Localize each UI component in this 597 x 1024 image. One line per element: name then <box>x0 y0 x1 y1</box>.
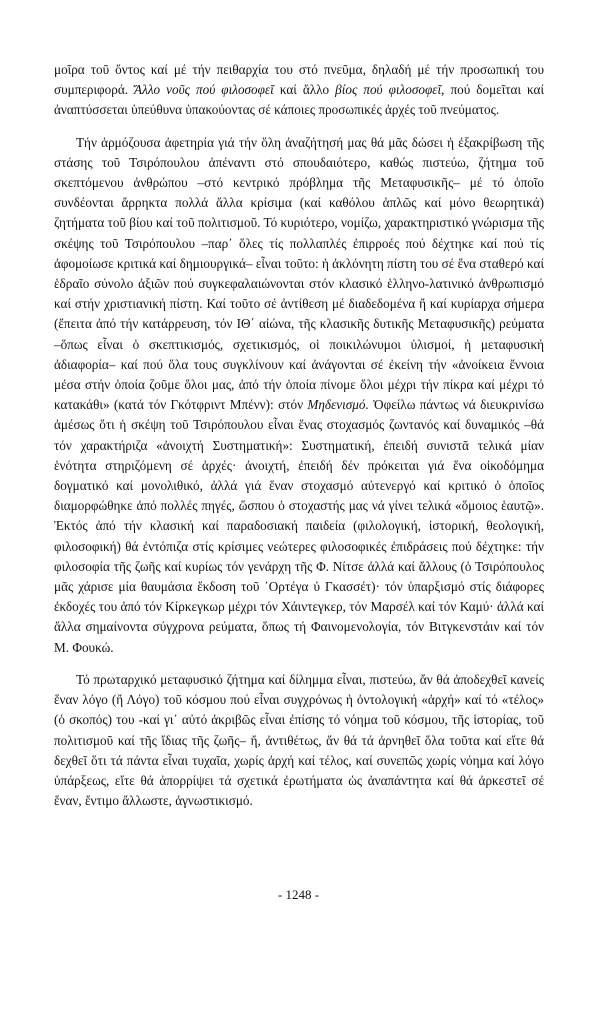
paragraph-2 <box>54 133 544 658</box>
text-run: καί ἄλλο <box>273 82 336 98</box>
emphasized-text: Μηδενισμό. <box>307 397 369 413</box>
body-text <box>54 60 544 823</box>
text-run: μοῖρα τοῦ ὄντος καί μέ τήν πειθαρχία του στό πνεῦμα, δηλαδή μέ τήν προσωπική του συμπεριφορά. <box>54 62 544 98</box>
text-run: Ὀφείλω πάντως νά διευκρινίσω ἀμέσως ὅτι ἡ σκέψη τοῦ Τσιρόπουλου εἶναι ἕνας στοχασμός ζωντανός καί δυναμικός –θά τόν χαρακτήριζα «ἀνοιχτή Συστηματική»: Συστηματική, ἐπειδή συνιστᾶ τελικά μίαν ἑνότητα στηριζόμενη σέ ἀρχές· ἀνοιχτή, ἐπειδή δέν πρόκειται γιά ἕνα οἰκοδόμημα δογματικό καί μονολιθικό, ἀλλά γιά ἕναν στοχασμό αὐτενεργό καί κριτικό ὁ ὁποῖος διαμορφώθηκε ἀπό πολλές πηγές, ὥσπου ὁ στοχαστής μας νά γίνει τελικά «ὅμοιος ἑαυτῷ». Ἐκτός ἀπό τήν κλασική καί παραδοσιακή παιδεία (φιλολογική, ἱστορική, θεολογική, φιλοσοφική) θά ἐντόπιζα στίς κρίσιμες νεώτερες φιλοσοφικές ἐπιδράσεις πού δέχτηκε: τήν φιλοσοφία τῆς ζωῆς καί κυρίως τόν γενάρχη τῆς Φ. Νίτσε ἀλλά καί ἄλλους (ὁ Τσιρόπουλος μᾶς χάρισε μία θαυμάσια ἔκδοση τοῦ ᾽Ορτέγα ὐ Γκασσέτ)· τόν ὑπαρξισμό στίς διάφορες ἐκδοχές του ἀπό τόν Κίρκεγκωρ μέχρι τόν Χάιντεγκερ, τόν Μαρσέλ καί τόν Καμύ· ἀλλά καί ἄλλα σημαίνοντα σύγχρονα ρεύματα, ὅπως τή Φαινομενολογία, τόν Βιτγκενστάιν καί τόν Μ. Φουκώ. <box>54 397 544 655</box>
text-run: Τήν ἁρμόζουσα ἀφετηρία γιά τήν ὅλη ἀναζήτησή μας θά μᾶς δώσει ἡ ἐξακρίβωση τῆς στάσης τοῦ Τσιρόπουλου ἀπέναντι στό σπουδαιότερο, καθώς πιστεύω, ζήτημα τοῦ σκεπτόμενου ἀνθρώπου –στό κεντρικό πρόβλημα τῆς Μεταφυσικῆς– μέ τό ὁποῖο συνδέονται ἄρρηκτα πολλά ἄλλα κρίσιμα (καί καθόλου ἁπλῶς καί μόνο θεωρητικά) ζητήματα τοῦ βίου καί τοῦ πολιτισμοῦ. Τό κυριότερο, νομίζω, χαρακτηριστικό γνώρισμα τῆς σκέψης τοῦ Τσιρόπουλου –παρ᾽ ὅλες τίς πολλαπλές ἐπιρροές πού δέχτηκε καί πού τίς ἀφομοίωσε κριτικά καί δημιουργικά– εἶναι τοῦτο: ἡ ἀκλόνητη πίστη του σέ ἕνα σταθερό καί ἑδραῖο σύνολο ἀξιῶν πού συγκεφαλαιώνονται στόν κλασικό ἑλληνο-λατινικό ἀνθρωπισμό καί στήν χριστιανική πίστη. Καί τοῦτο σέ ἀντίθεση μέ διαδεδομένα ἤ καί κυρίαρχα σήμερα (ἔπειτα ἀπό τήν κατάρρευση, τόν ΙΘ΄ αἰώνα, τῆς κλασικῆς δυτικῆς Μεταφυσικῆς) ρεύματα –ὅπως εἶναι ὁ σκεπτικισμός, σχετικισμός, οἱ ποικιλώνυμοι ὑλισμοί, ἡ μεταφυσική ἀδιαφορία– καί πού ὅλα τους συγκλίνουν καί ἀνάγονται σέ ἐκείνη τήν «ἀνοίκεια ἔννοια μέσα στήν ὁποία ζοῦμε ὅλοι μας, ἀπό τήν ὁποία πίνομε ὅλοι μέχρι τήν πίκρα καί μέχρι τό κατακάθι» (κατά τόν Γκότφριντ Μπένν): στόν <box>54 134 544 413</box>
paragraph-1 <box>54 60 544 121</box>
emphasized-text: βίος πού φιλοσοφεῖ <box>335 82 442 98</box>
text-run: , πού δομεῖται καί ἀναπτύσσεται ὑπεύθυνα ὑπακούοντας σέ κάποιες προσωπικές ἀρχές τοῦ πνεύματος. <box>54 82 544 118</box>
emphasized-text: Ἄλλο νοῦς πού φιλοσοφεῖ <box>134 82 274 98</box>
page-number: - 1248 - <box>277 887 320 902</box>
paragraph-3 <box>54 670 544 811</box>
text-run: Τό πρωταρχικό μεταφυσικό ζήτημα καί δίλημμα εἶναι, πιστεύω, ἄν θά ἀποδεχθεῖ κανείς ἕναν λόγο (ἤ Λόγο) τοῦ κόσμου πού εἶναι συγχρόνως ἡ ὀντολογική «ἀρχή» καί τό «τέλος» (ὁ σκοπός) του -καί γι᾽ αὐτό ἀκριβῶς εἶναι ἐπίσης τό νόημα τοῦ κόσμου, τῆς ἱστορίας, τοῦ πολιτισμοῦ καί τῆς ἴδιας τῆς ζωῆς– ἤ, ἀντιθέτως, ἄν θά τά ἀρνηθεῖ ὅλα τοῦτα καί εἴτε θά δεχθεῖ ὅτι τά πάντα εἶναι τυχαῖα, χωρίς ἀρχή καί τέλος, καί συνεπῶς χωρίς νόημα καί λόγο ὑπάρξεως, εἴτε θά ἀπορρίψει τά σχετικά ἐρωτήματα ὡς ἀναπάντητα καί θά ἀρκεστεῖ σέ ἕναν, ἔντιμο ἄλλωστε, ἀγνωστικισμό. <box>54 671 544 809</box>
